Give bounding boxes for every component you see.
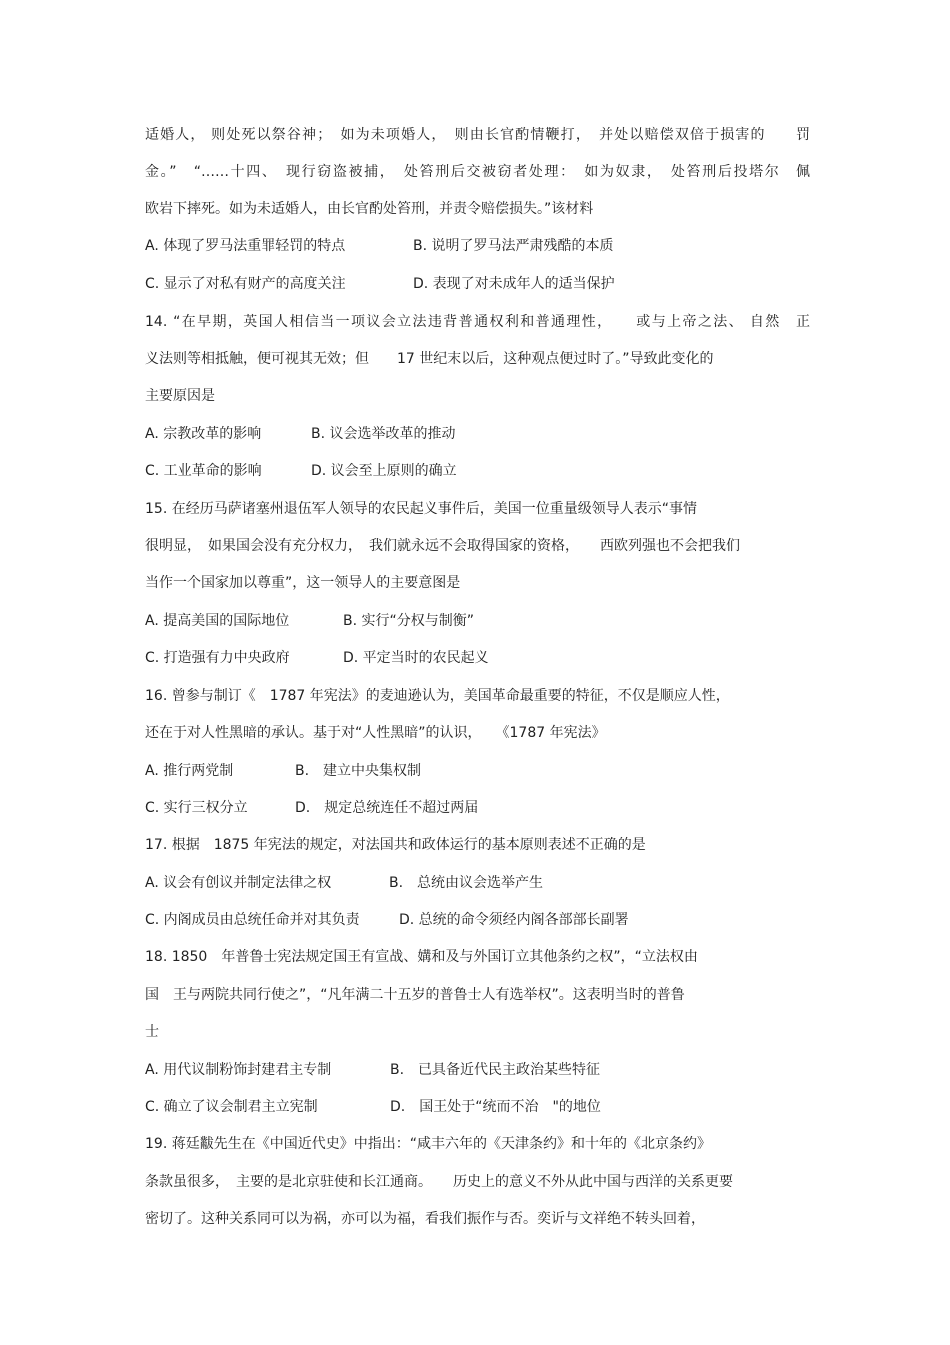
q16-stem-line-1: 16. 曾参与制订《 1787 年宪法》的麦迪逊认为，美国革命最重要的特征，不仅是顺应人性， xyxy=(145,688,730,704)
q14-option-a: A. 宗教改革的影响 xyxy=(145,426,262,442)
q18-option-d: D. 国王处于“统而不治 "的地位 xyxy=(390,1099,601,1115)
q14-option-b: B. 议会选举改革的推动 xyxy=(311,426,456,442)
q18-option-b: B. 已具备近代民主政治某些特征 xyxy=(390,1062,601,1078)
q13-option-a: A. 体现了罗马法重罪轻罚的特点 xyxy=(145,238,346,254)
q15-option-c: C. 打造强有力中央政府 xyxy=(145,650,290,666)
q13-option-d: D. 表现了对未成年人的适当保护 xyxy=(413,276,615,292)
q19-stem-line-2: 条款虽很多， 主要的是北京驻使和长江通商。 历史上的意义不外从此中国与西洋的关系更要 xyxy=(145,1174,733,1190)
q13-text-line-1: 适婚人， 则处死以祭谷神； 如为未项婚人， 则由长官酌情鞭打， 并处以赔偿双倍于损害的 罚 xyxy=(145,127,810,143)
q15-stem-line-3: 当作一个国家加以尊重”，这一领导人的主要意图是 xyxy=(145,575,461,591)
q17-option-c: C. 内阁成员由总统任命并对其负责 xyxy=(145,912,360,928)
q15-stem-line-2: 很明显， 如果国会没有充分权力， 我们就永远不会取得国家的资格， 西欧列强也不会把我们 xyxy=(145,538,740,554)
q14-stem-line-3: 主要原因是 xyxy=(145,388,215,404)
q15-option-d: D. 平定当时的农民起义 xyxy=(343,650,489,666)
q13-option-b: B. 说明了罗马法严肃残酷的本质 xyxy=(413,238,614,254)
q18-option-a: A. 用代议制粉饰封建君主专制 xyxy=(145,1062,332,1078)
q19-stem-line-1: 19. 蒋廷黻先生在《中国近代史》中指出：“咸丰六年的《天津条约》和十年的《北京条约》 xyxy=(145,1136,711,1152)
q18-stem-line-2: 国 王与两院共同行使之”，“凡年满二十五岁的普鲁士人有选举权”。这表明当时的普鲁 xyxy=(145,987,685,1003)
q19-stem-line-3: 密切了。这种关系同可以为祸，亦可以为福，看我们振作与否。奕䜣与文祥绝不转头回着， xyxy=(145,1211,705,1227)
q15-stem-line-1: 15. 在经历马萨诸塞州退伍军人领导的农民起义事件后，美国一位重量级领导人表示“事情 xyxy=(145,501,697,517)
q17-option-a: A. 议会有创议并制定法律之权 xyxy=(145,875,332,891)
q16-stem-line-2: 还在于对人性黑暗的承认。基于对“人性黑暗”的认识， 《1787 年宪法》 xyxy=(145,725,606,741)
q18-stem-line-3: 士 xyxy=(145,1024,159,1040)
q15-option-a: A. 提高美国的国际地位 xyxy=(145,613,290,629)
q13-text-line-3: 欧岩下摔死。如为未适婚人，由长官酌处笞刑，并责令赔偿损失。”该材料 xyxy=(145,201,594,217)
q14-option-c: C. 工业革命的影响 xyxy=(145,463,262,479)
q17-option-b: B. 总统由议会选举产生 xyxy=(389,875,544,891)
q13-text-line-2: 金。” “……十四、 现行窃盗被捕， 处笞刑后交被窃者处理： 如为奴隶， 处笞刑后投塔尔 佩 xyxy=(145,164,810,180)
q13-option-c: C. 显示了对私有财产的高度关注 xyxy=(145,276,346,292)
q16-option-b: B. 建立中央集权制 xyxy=(295,763,422,779)
q15-option-b: B. 实行“分权与制衡” xyxy=(343,613,475,629)
q16-option-d: D. 规定总统连任不超过两届 xyxy=(295,800,479,816)
q14-option-d: D. 议会至上原则的确立 xyxy=(311,463,457,479)
q14-stem-line-2: 义法则等相抵触，便可视其无效；但 17 世纪末以后，这种观点便过时了。”导致此变化的 xyxy=(145,351,714,367)
q16-option-c: C. 实行三权分立 xyxy=(145,800,248,816)
q16-option-a: A. 推行两党制 xyxy=(145,763,234,779)
q18-option-c: C. 确立了议会制君主立宪制 xyxy=(145,1099,318,1115)
q18-stem-line-1: 18. 1850 年普鲁士宪法规定国王有宣战、媾和及与外国订立其他条约之权”，“立法权由 xyxy=(145,949,698,965)
q17-stem-line-1: 17. 根据 1875 年宪法的规定，对法国共和政体运行的基本原则表述不正确的是 xyxy=(145,837,646,853)
q17-option-d: D. 总统的命令须经内阁各部部长副署 xyxy=(399,912,629,928)
q14-stem-line-1: 14. “在早期，英国人相信当一项议会立法违背普通权利和普通理性， 或与上帝之法、 自然 正 xyxy=(145,314,810,330)
